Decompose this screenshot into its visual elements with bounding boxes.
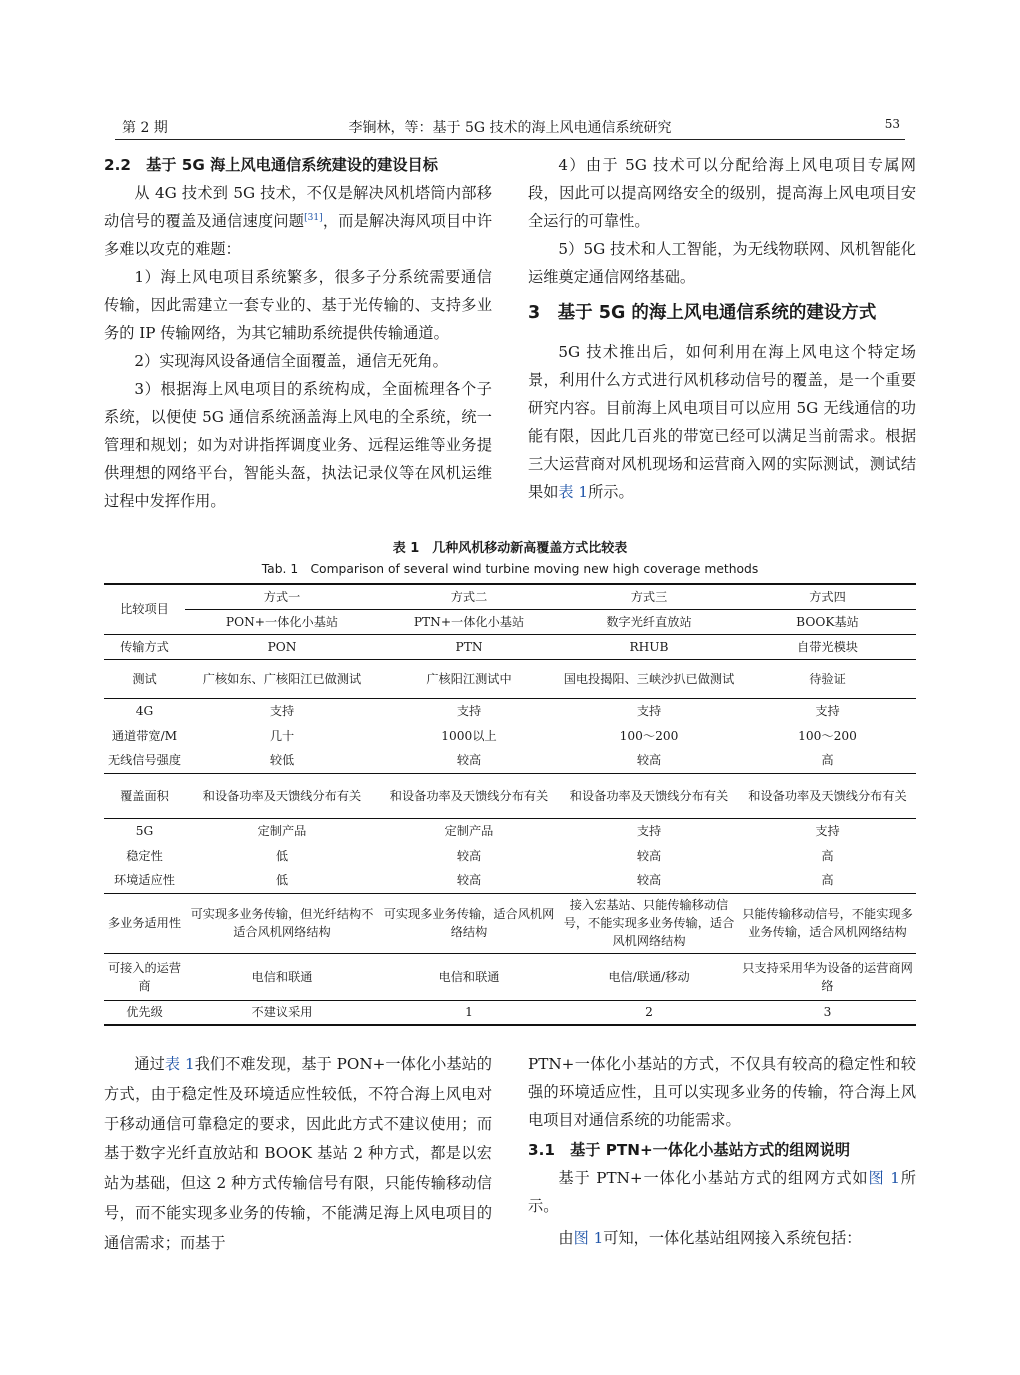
- table-cell: 较高: [636, 873, 662, 888]
- page-number: 53: [884, 117, 900, 131]
- table-cell: 和设备功率及天馈线分布有关: [559, 773, 739, 818]
- table-row: [104, 953, 916, 1000]
- figure-ref-link[interactable]: 图 1: [573, 1229, 604, 1247]
- table-cell: 定制产品: [379, 818, 559, 843]
- table-cell: 只支持采用华为设备的运营商网络: [739, 953, 916, 1000]
- running-title: 李锏林，等：基于 5G 技术的海上风电通信系统研究: [348, 120, 672, 136]
- table-cell: 和设备功率及天馈线分布有关: [379, 773, 559, 818]
- table-cell: 支持: [559, 818, 739, 843]
- table-cell: 几十: [269, 728, 295, 743]
- table-cell: 支持: [185, 698, 379, 723]
- table-cell: 定制产品: [185, 818, 379, 843]
- table-cell: 1: [379, 1000, 559, 1025]
- table-ref-link[interactable]: 表 1: [558, 483, 589, 501]
- table-cell: 电信/联通/移动: [559, 953, 739, 1000]
- table-row: [104, 773, 916, 818]
- figure-ref-link[interactable]: 图 1: [868, 1169, 900, 1187]
- table-cell: 较高: [456, 753, 482, 768]
- table-cell: 较高: [636, 848, 662, 863]
- table-header-cell: 方式四: [739, 584, 916, 609]
- table-row-label: 4G: [104, 698, 185, 723]
- table-cell: 较低: [269, 753, 295, 768]
- table-cell: 高: [821, 873, 834, 888]
- table-row: [104, 868, 916, 893]
- table-cell: 高: [821, 753, 834, 768]
- table-row: [104, 723, 916, 748]
- paragraph: 4）由于 5G 技术可以分配给海上风电项目专属网段，因此可以提高网络安全的级别，提高海上风电项目安全运行的可靠性。: [528, 156, 916, 230]
- running-header: [115, 113, 905, 140]
- table-cell: 3: [739, 1000, 916, 1025]
- table-row-label: 可接入的运营商: [104, 953, 185, 1000]
- comparison-table: [104, 583, 916, 1026]
- bottom-right-column: [528, 1050, 916, 1252]
- table-caption-en: Tab. 1 Comparison of several wind turbine moving new high coverage methods: [261, 562, 759, 576]
- table-cell: 1000以上: [441, 728, 497, 743]
- table-cell: 支持: [739, 698, 916, 723]
- bottom-left-column: [104, 1050, 492, 1259]
- table-row-label: 稳定性: [126, 848, 163, 863]
- table-header-cell: PTN+一体化小基站: [413, 614, 525, 629]
- table-cell: 可实现多业务传输，适合风机网络结构: [379, 893, 559, 953]
- paragraph: 3）根据海上风电项目的系统构成，全面梳理各个子系统，以便使 5G 通信系统涵盖海上风电的全系统，统一管理和规划；如为对讲指挥调度业务、远程运维等业务提供理想的网络平台，智能头盔，执法记录仪等在风机运维过程中发挥作用。: [104, 380, 492, 510]
- table-cell: 国电投揭阳、三峡沙扒已做测试: [559, 659, 739, 698]
- right-column: [528, 151, 916, 506]
- paragraph: PTN+一体化小基站的方式，不仅具有较高的稳定性和较强的环境适应性，且可以实现多业务的传输，符合海上风电项目对通信系统的功能需求。: [528, 1055, 916, 1129]
- table-cell: 支持: [739, 818, 916, 843]
- table-cell: 低: [275, 873, 289, 888]
- table-row-label: 传输方式: [104, 634, 185, 659]
- table-caption-cn: 表 1 几种风机移动新高覆盖方式比较表: [392, 541, 628, 556]
- table-header-cell: PON+一体化小基站: [225, 614, 339, 629]
- table-header-cell: 比较项目: [104, 584, 185, 634]
- section-heading-2-2: 2.2 基于 5G 海上风电通信系统建设的建设目标: [104, 156, 438, 174]
- paragraph: 从 4G 技术到 5G 技术，不仅是解决风机塔筒内部移动信号的覆盖及通信速度问题[31]，而是解决海风项目中许多难以攻克的难题：: [104, 184, 493, 258]
- table-cell: 100～200: [798, 728, 857, 743]
- paragraph: 通过表 1我们不难发现，基于 PON+一体化小基站的方式，由于稳定性及环境适应性较低，不符合海上风电对于移动通信可靠稳定的要求，因此此方式不建议使用；而基于数字光纤直放站和 BOOK 基站 2 种方式，都是以宏站为基础，但这 2 种方式传输信号有限，只能传输移动信号，而不能实现多业务的传输，不能满足海上风电项目的通信需求；而基于: [104, 1055, 492, 1252]
- paragraph: 1）海上风电项目系统繁多，很多子分系统需要通信传输，因此需建立一套专业的、基于光传输的、支持多业务的 IP 传输网络，为其它辅助系统提供传输通道。: [104, 268, 492, 342]
- table-header-cell: 方式一: [185, 584, 379, 609]
- paragraph: 由图 1可知，一体化基站组网接入系统包括：: [558, 1229, 862, 1247]
- table-row-label: 无线信号强度: [107, 753, 182, 768]
- table-row-label: 覆盖面积: [104, 773, 185, 818]
- table-row: [104, 893, 916, 953]
- table-row-label: 测试: [104, 659, 185, 698]
- table-cell: 和设备功率及天馈线分布有关: [185, 773, 379, 818]
- table-header-cell: 方式三: [559, 584, 739, 609]
- table-row: [104, 659, 916, 698]
- table-header-row: [104, 584, 916, 609]
- table-row: [104, 698, 916, 723]
- table-cell: 较高: [636, 753, 662, 768]
- table-row-label: 多业务适用性: [104, 893, 185, 953]
- table-cell: 只能传输移动信号，不能实现多业务传输，适合风机网络结构: [739, 893, 916, 953]
- paragraph: 2）实现海风设备通信全面覆盖，通信无死角。: [134, 352, 448, 370]
- citation[interactable]: [31]: [304, 213, 323, 223]
- left-column: [104, 151, 492, 515]
- table-cell: 不建议采用: [185, 1000, 379, 1025]
- table-cell: 支持: [379, 698, 559, 723]
- table-row: [104, 634, 916, 659]
- table-row: [104, 843, 916, 868]
- table-header-cell: BOOK基站: [796, 614, 859, 629]
- table-cell: 可实现多业务传输，但光纤结构不适合风机网络结构: [185, 893, 379, 953]
- table-cell: 100～200: [619, 728, 679, 743]
- table-header-cell: 方式二: [379, 584, 559, 609]
- issue-label: 第 2 期: [122, 120, 168, 136]
- section-heading-3: 3 基于 5G 的海上风电通信系统的建设方式: [528, 303, 877, 323]
- table-cell: 高: [821, 848, 834, 863]
- table-cell: 广核阳江测试中: [379, 659, 559, 698]
- table-cell: PTN: [379, 634, 559, 659]
- table-cell: 较高: [456, 848, 482, 863]
- table-cell: 和设备功率及天馈线分布有关: [739, 773, 916, 818]
- paragraph: 5）5G 技术和人工智能，为无线物联网、风机智能化运维奠定通信网络基础。: [528, 240, 916, 286]
- table-cell: 电信和联通: [379, 953, 559, 1000]
- paragraph: 5G 技术推出后，如何利用在海上风电这个特定场景，利用什么方式进行风机移动信号的覆盖，是一个重要研究内容。目前海上风电项目可以应用 5G 无线通信的功能有限，因此几百兆的带宽已经可以满足当前需求。根据三大运营商对风机现场和运营商入网的实际测试，测试结果如表 1所示。: [528, 343, 916, 501]
- table-cell: 自带光模块: [739, 634, 916, 659]
- table-cell: 广核如东、广核阳江已做测试: [185, 659, 379, 698]
- table-cell: 支持: [559, 698, 739, 723]
- table-cell: PON: [185, 634, 379, 659]
- table-header-cell: 数字光纤直放站: [606, 614, 692, 629]
- table-cell: RHUB: [559, 634, 739, 659]
- table-row-label: 通道带宽/M: [111, 728, 178, 743]
- table-cell: 电信和联通: [185, 953, 379, 1000]
- table-row: [104, 818, 916, 843]
- paragraph: 基于 PTN+一体化小基站方式的组网方式如图 1所示。: [528, 1169, 916, 1215]
- table-cell: 待验证: [739, 659, 916, 698]
- table-row: [104, 1000, 916, 1025]
- table-cell: 2: [559, 1000, 739, 1025]
- table-row-label: 环境适应性: [114, 873, 175, 888]
- table-row-label: 优先级: [104, 1000, 185, 1025]
- table-cell: 接入宏基站、只能传输移动信号，不能实现多业务传输，适合风机网络结构: [559, 893, 739, 953]
- table-row-label: 5G: [104, 818, 185, 843]
- table-cell: 低: [275, 848, 289, 863]
- table-ref-link[interactable]: 表 1: [164, 1055, 195, 1073]
- table-row: [104, 748, 916, 773]
- section-heading-3-1: 3.1 基于 PTN+一体化小基站方式的组网说明: [528, 1141, 851, 1159]
- table-header-row: [104, 609, 916, 634]
- table-cell: 较高: [456, 873, 482, 888]
